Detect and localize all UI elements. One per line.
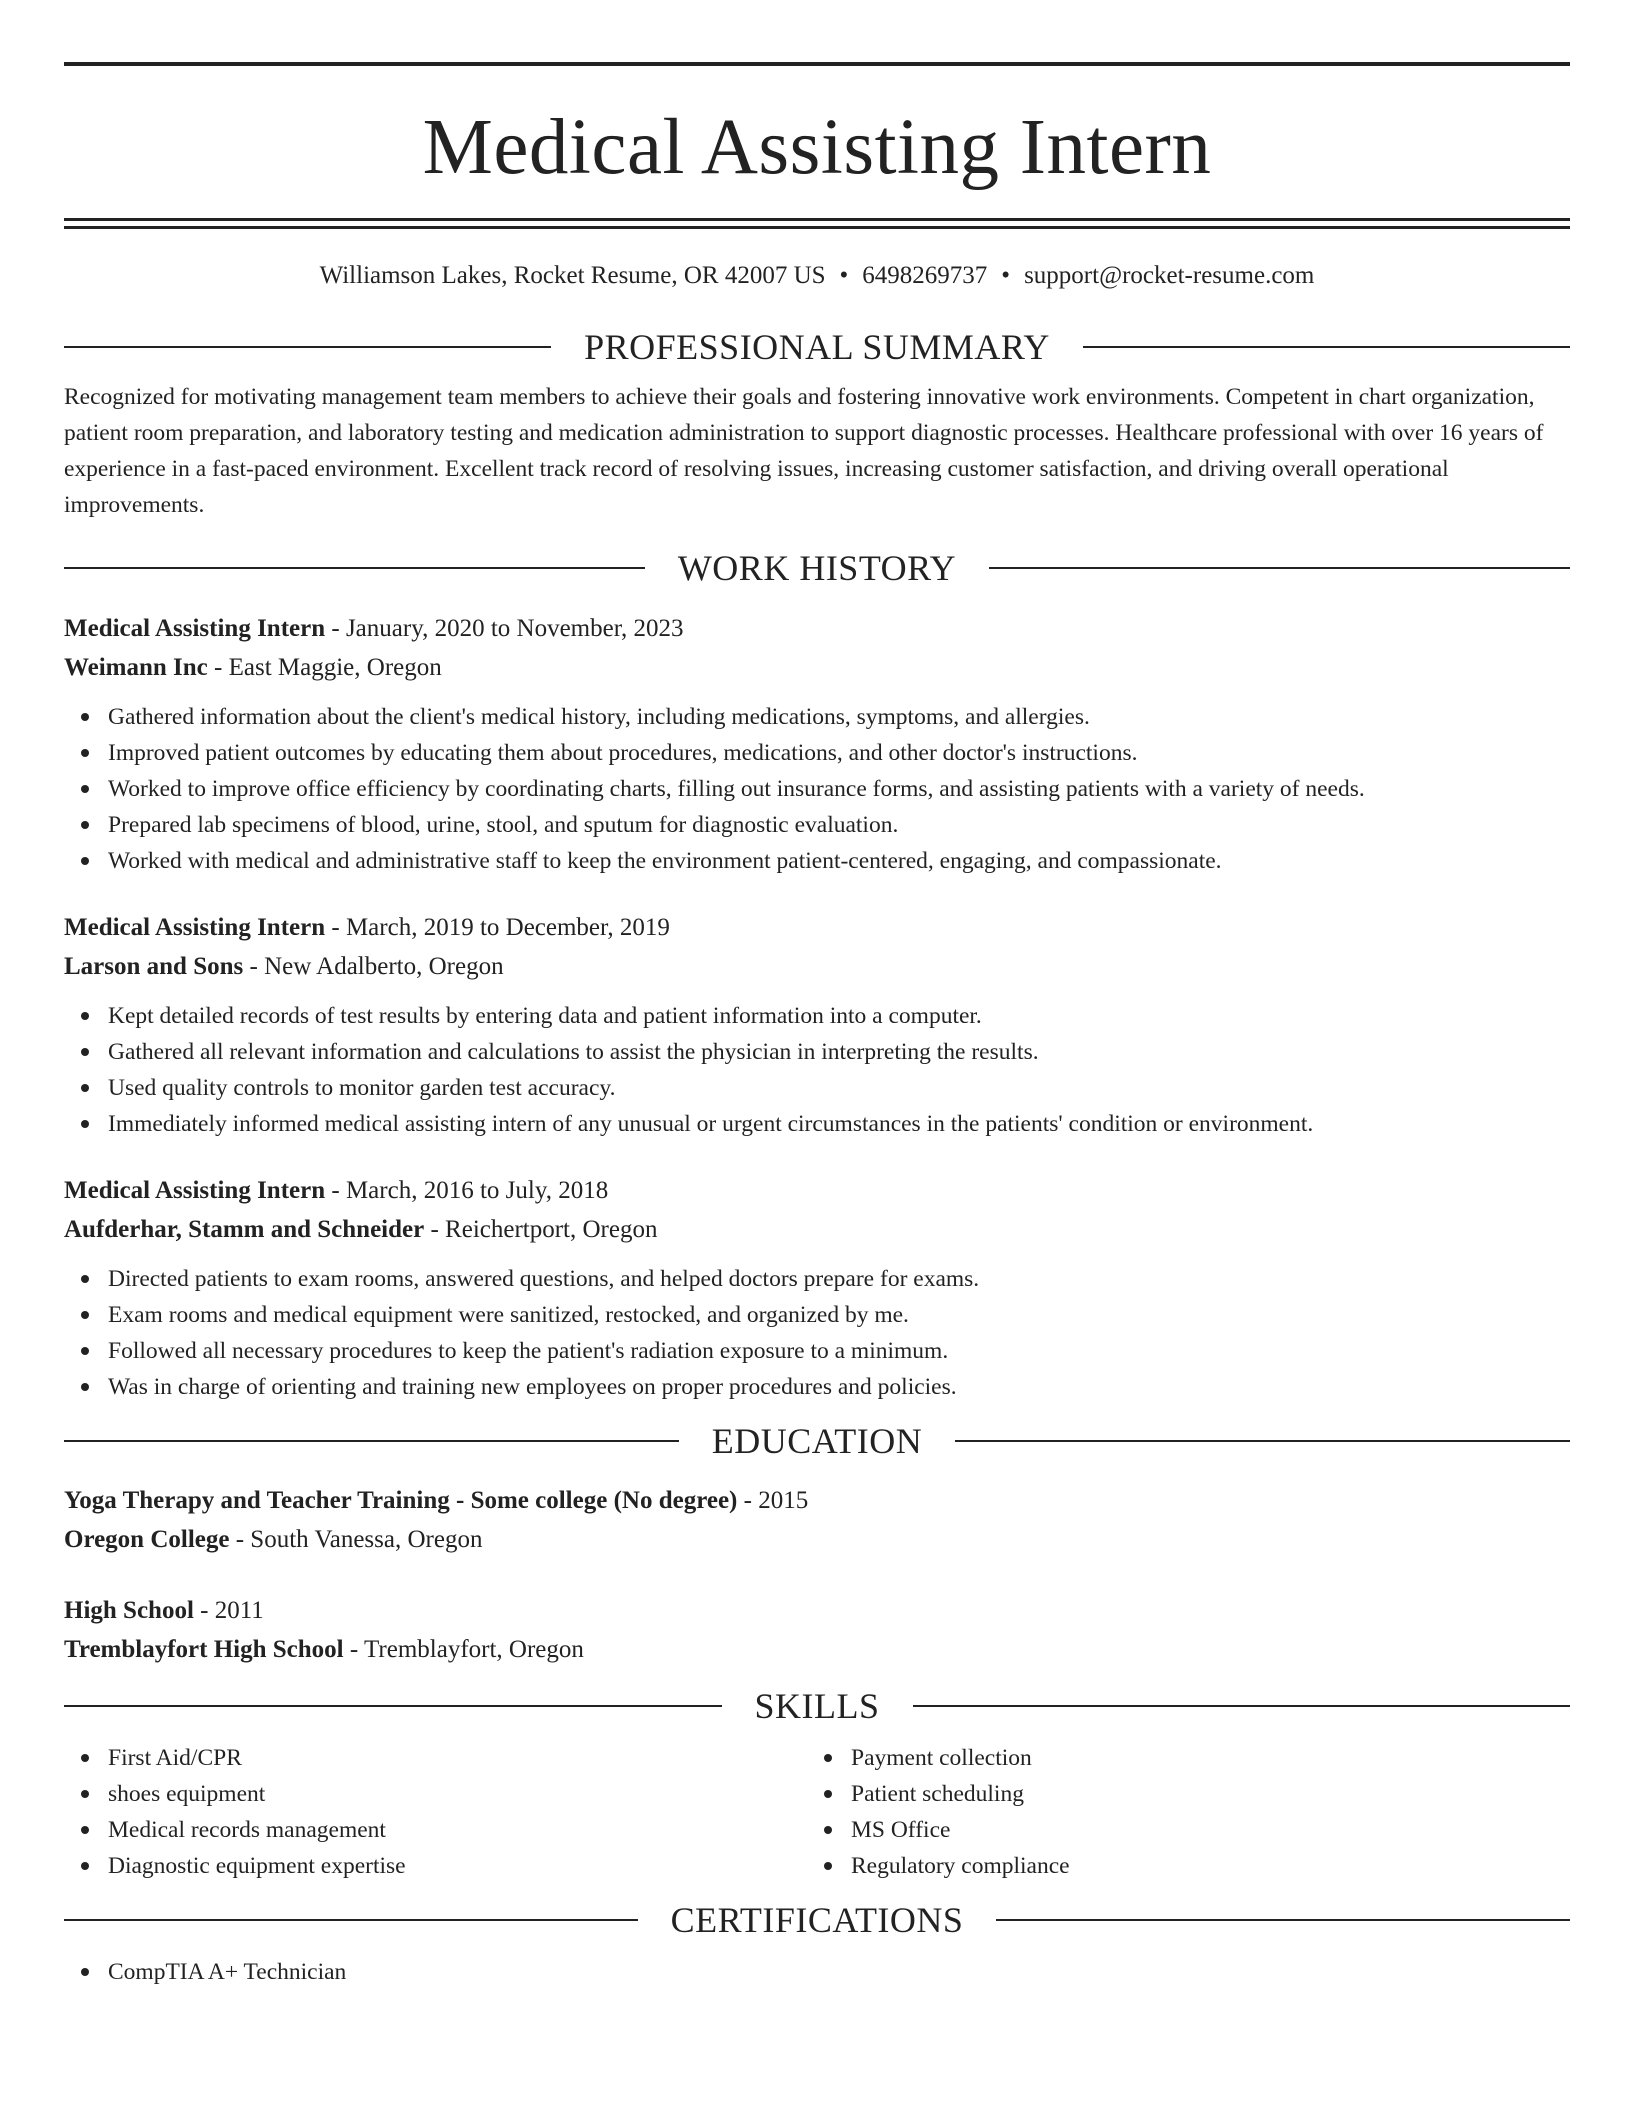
heading-rule bbox=[989, 567, 1570, 569]
section-heading-education bbox=[64, 1417, 1570, 1465]
job-company-line bbox=[64, 1210, 1570, 1249]
job-location: - New Adalberto, Oregon bbox=[243, 953, 504, 980]
job-title-line bbox=[64, 609, 1570, 648]
list-item: Improved patient outcomes by educating them about procedures, medications, and other doctor's instructions. bbox=[64, 735, 1570, 771]
heading-rule bbox=[996, 1919, 1570, 1921]
skills-grid bbox=[64, 1740, 1570, 1884]
contact-address: Williamson Lakes, Rocket Resume, OR 42007 US bbox=[319, 262, 826, 289]
job-entry bbox=[64, 1171, 1570, 1405]
section-title: EDUCATION bbox=[711, 1421, 923, 1461]
skills-left-column bbox=[64, 1740, 807, 1884]
job-dates: - March, 2016 to July, 2018 bbox=[325, 1177, 609, 1204]
job-company: Weimann Inc bbox=[64, 654, 208, 681]
list-item: Exam rooms and medical equipment were sanitized, restocked, and organized by me. bbox=[64, 1297, 1570, 1333]
job-bullets bbox=[64, 1261, 1570, 1405]
job-bullets bbox=[64, 998, 1570, 1142]
job-company: Larson and Sons bbox=[64, 953, 244, 980]
list-item: Gathered information about the client's medical history, including medications, symptoms, and allergies. bbox=[64, 699, 1570, 735]
education-year: - 2011 bbox=[193, 1597, 264, 1624]
list-item: Kept detailed records of test results by entering data and patient information into a computer. bbox=[64, 998, 1570, 1034]
section-heading-work bbox=[64, 544, 1570, 592]
certification-item: CompTIA A+ Technician bbox=[64, 1954, 1570, 1990]
list-item: Was in charge of orienting and training new employees on proper procedures and policies. bbox=[64, 1369, 1570, 1405]
job-company-line bbox=[64, 947, 1570, 986]
skill-item: shoes equipment bbox=[64, 1776, 807, 1812]
education-degree: Yoga Therapy and Teacher Training - Some college (No degree) bbox=[64, 1487, 738, 1514]
job-location: - East Maggie, Oregon bbox=[207, 654, 442, 681]
contact-separator: • bbox=[1001, 262, 1011, 289]
job-company: Aufderhar, Stamm and Schneider bbox=[64, 1216, 425, 1243]
job-title: Medical Assisting Intern bbox=[64, 615, 326, 642]
skill-item: MS Office bbox=[807, 1812, 1550, 1848]
section-title: PROFESSIONAL SUMMARY bbox=[584, 327, 1050, 367]
skill-item: Payment collection bbox=[807, 1740, 1550, 1776]
list-item: Directed patients to exam rooms, answered questions, and helped doctors prepare for exams. bbox=[64, 1261, 1570, 1297]
heading-rule bbox=[955, 1440, 1570, 1442]
heading-rule bbox=[64, 1705, 722, 1707]
heading-rule bbox=[64, 346, 551, 348]
list-item: Used quality controls to monitor garden test accuracy. bbox=[64, 1070, 1570, 1106]
job-title-line bbox=[64, 1171, 1570, 1210]
job-location: - Reichertport, Oregon bbox=[424, 1216, 658, 1243]
heading-rule bbox=[1083, 346, 1570, 348]
section-heading-certifications bbox=[64, 1896, 1570, 1944]
education-school-line bbox=[64, 1630, 1570, 1669]
job-entry bbox=[64, 908, 1570, 1142]
job-title-line bbox=[64, 908, 1570, 947]
education-school: Oregon College bbox=[64, 1526, 230, 1553]
section-title: SKILLS bbox=[754, 1686, 880, 1726]
education-school: Tremblayfort High School bbox=[64, 1636, 344, 1663]
heading-rule bbox=[64, 567, 645, 569]
list-item: Immediately informed medical assisting intern of any unusual or urgent circumstances in the patients' condition or environment. bbox=[64, 1106, 1570, 1142]
summary-text: Recognized for motivating management team members to achieve their goals and fostering innovative work environments. Competent in chart organization, patient room preparation, and laboratory testing and medication administration to support diagnostic processes. Healthcare professional with over 16 years of experience in a fast-paced environment. Excellent track record of resolving issues, increasing customer satisfaction, and driving overall operational improvements. bbox=[64, 384, 1544, 518]
job-dates: - January, 2020 to November, 2023 bbox=[325, 615, 684, 642]
education-degree-line bbox=[64, 1591, 1570, 1630]
education-school-line bbox=[64, 1520, 1570, 1559]
job-dates: - March, 2019 to December, 2019 bbox=[325, 914, 670, 941]
education-location: - Tremblayfort, Oregon bbox=[343, 1636, 584, 1663]
education-entry bbox=[64, 1591, 1570, 1669]
resume-title: Medical Assisting Intern bbox=[422, 104, 1212, 191]
contact-email: support@rocket-resume.com bbox=[1024, 262, 1315, 289]
list-item: Followed all necessary procedures to keep the patient's radiation exposure to a minimum. bbox=[64, 1333, 1570, 1369]
heading-rule bbox=[64, 1919, 638, 1921]
heading-rule bbox=[64, 1440, 679, 1442]
section-title: CERTIFICATIONS bbox=[670, 1900, 964, 1940]
education-degree: High School bbox=[64, 1597, 194, 1624]
skill-item: Patient scheduling bbox=[807, 1776, 1550, 1812]
title-double-rule bbox=[64, 218, 1570, 229]
skill-item: First Aid/CPR bbox=[64, 1740, 807, 1776]
section-heading-skills bbox=[64, 1682, 1570, 1730]
education-degree-line bbox=[64, 1481, 1570, 1520]
job-title: Medical Assisting Intern bbox=[64, 914, 326, 941]
top-rule bbox=[64, 62, 1570, 66]
skills-right-column bbox=[807, 1740, 1550, 1884]
education-location: - South Vanessa, Oregon bbox=[229, 1526, 483, 1553]
section-heading-summary bbox=[64, 323, 1570, 371]
skill-item: Medical records management bbox=[64, 1812, 807, 1848]
list-item: Prepared lab specimens of blood, urine, stool, and sputum for diagnostic evaluation. bbox=[64, 807, 1570, 843]
skill-item: Regulatory compliance bbox=[807, 1848, 1550, 1884]
certifications-list bbox=[64, 1954, 1570, 1990]
job-entry bbox=[64, 609, 1570, 879]
skill-item: Diagnostic equipment expertise bbox=[64, 1848, 807, 1884]
job-company-line bbox=[64, 648, 1570, 687]
job-bullets bbox=[64, 699, 1570, 879]
list-item: Worked with medical and administrative staff to keep the environment patient-centered, engaging, and compassionate. bbox=[64, 843, 1570, 879]
contact-phone: 6498269737 bbox=[862, 262, 988, 289]
resume-page bbox=[64, 62, 1570, 1990]
contact-separator: • bbox=[839, 262, 849, 289]
education-year: - 2015 bbox=[737, 1487, 809, 1514]
job-title: Medical Assisting Intern bbox=[64, 1177, 326, 1204]
education-entry bbox=[64, 1481, 1570, 1559]
contact-line bbox=[64, 259, 1570, 293]
heading-rule bbox=[913, 1705, 1571, 1707]
list-item: Worked to improve office efficiency by coordinating charts, filling out insurance forms, and assisting patients with a variety of needs. bbox=[64, 771, 1570, 807]
section-title: WORK HISTORY bbox=[677, 548, 957, 588]
list-item: Gathered all relevant information and calculations to assist the physician in interpreting the results. bbox=[64, 1034, 1570, 1070]
